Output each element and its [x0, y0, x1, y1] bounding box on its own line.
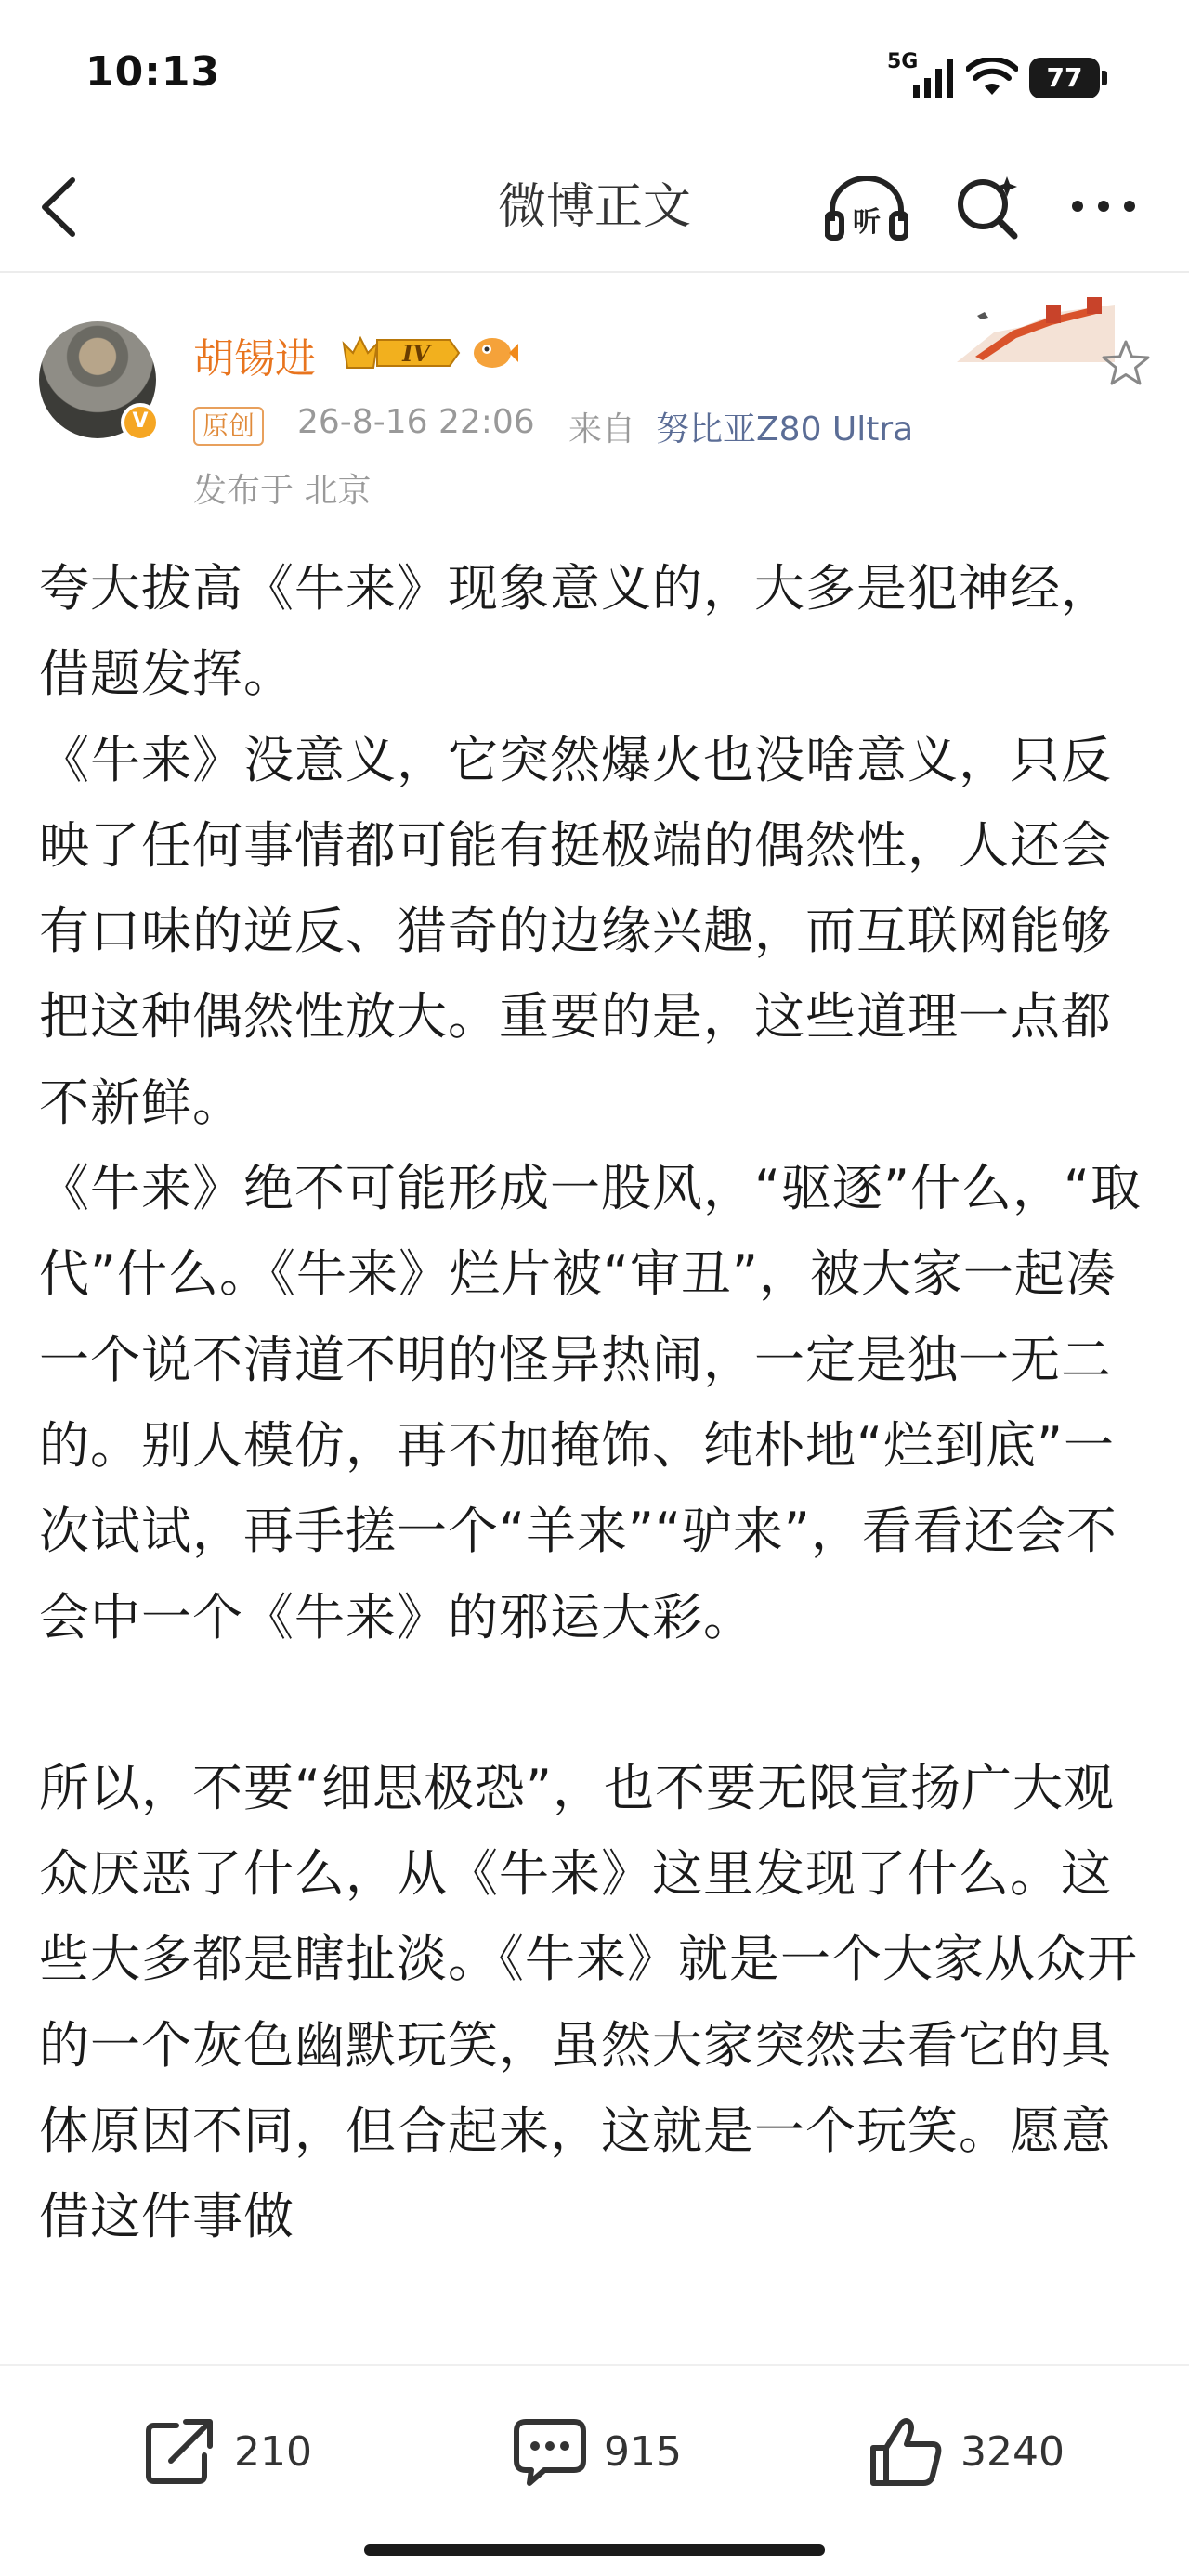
like-count: 3240: [960, 2427, 1065, 2476]
post-timestamp: 26-8-16 22:06: [297, 403, 535, 441]
nav-divider: [0, 271, 1189, 273]
post-paragraph-4: 所以，不要“细思极恐”，也不要无限宣扬广大观众厌恶了什么，从《牛来》这里发现了什么。这些大多都是瞎扯淡。《牛来》就是一个大家从众开的一个灰色幽默玩笑，虽然大家突然去看它的具体原因不同，但合起来，这就是一个玩笑。愿意借这件事做: [39, 1758, 1138, 2246]
comment-count: 915: [604, 2427, 682, 2476]
post-paragraph-2: 《牛来》没意义，它突然爆火也没啥意义，只反映了任何事情都可能有挺极端的偶然性，人还会有口味的逆反、猎奇的边缘兴趣，而互联网能够把这种偶然性放大。重要的是，这些道理一点都不新鲜。: [39, 730, 1112, 1132]
comment-icon: [513, 2416, 587, 2487]
home-indicator[interactable]: [364, 2544, 825, 2556]
post-content: [39, 546, 1154, 2260]
signal-icon: [913, 59, 954, 98]
repost-button[interactable]: [143, 2416, 312, 2487]
page-title: 微博正文: [497, 179, 691, 235]
svg-text:听: 听: [853, 206, 881, 239]
repost-icon: [143, 2416, 217, 2487]
device-link[interactable]: 努比亚Z80 Ultra: [656, 410, 914, 449]
paragraph-gap: [39, 1660, 1154, 1746]
author-name[interactable]: 胡锡进: [193, 335, 316, 383]
listen-headphones-icon[interactable]: [825, 173, 908, 241]
member-level-label: IV: [402, 340, 430, 367]
thumbs-up-icon: [869, 2416, 944, 2487]
repost-count: 210: [234, 2427, 312, 2476]
network-type-label: 5G: [887, 50, 919, 73]
search-icon[interactable]: [953, 173, 1022, 241]
original-tag: 原创: [193, 407, 264, 446]
wifi-icon: [966, 58, 1018, 98]
source-label: 来自: [568, 410, 636, 449]
fan-badge-icon[interactable]: [470, 332, 518, 373]
post-paragraph-1: 夸大拔高《牛来》现象意义的，大多是犯神经，借题发挥。: [39, 559, 1112, 704]
great-wall-decoration-icon: [957, 295, 1115, 362]
favorite-star-icon[interactable]: [1100, 338, 1152, 388]
status-time: 10:13: [85, 48, 221, 96]
verified-badge-icon: V: [121, 403, 160, 442]
like-button[interactable]: [869, 2416, 1065, 2487]
member-crown-icon[interactable]: [340, 331, 461, 375]
battery-tip: [1102, 71, 1107, 85]
post-paragraph-3: 《牛来》绝不可能形成一股风，“驱逐”什么，“取代”什么。《牛来》烂片被“审丑”，被大家一起凑一个说不清道不明的怪异热闹，一定是独一无二的。别人模仿，再不加掩饰、纯朴地“烂到底”一次试试，再手搓一个“羊来”“驴来”，看看还会不会中一个《牛来》的邪运大彩。: [39, 1159, 1142, 1646]
back-icon[interactable]: [37, 176, 82, 238]
battery-indicator: 77: [1029, 58, 1100, 98]
post-location: 发布于 北京: [193, 472, 372, 510]
more-options-icon[interactable]: [1068, 195, 1139, 217]
comment-button[interactable]: [513, 2416, 682, 2487]
